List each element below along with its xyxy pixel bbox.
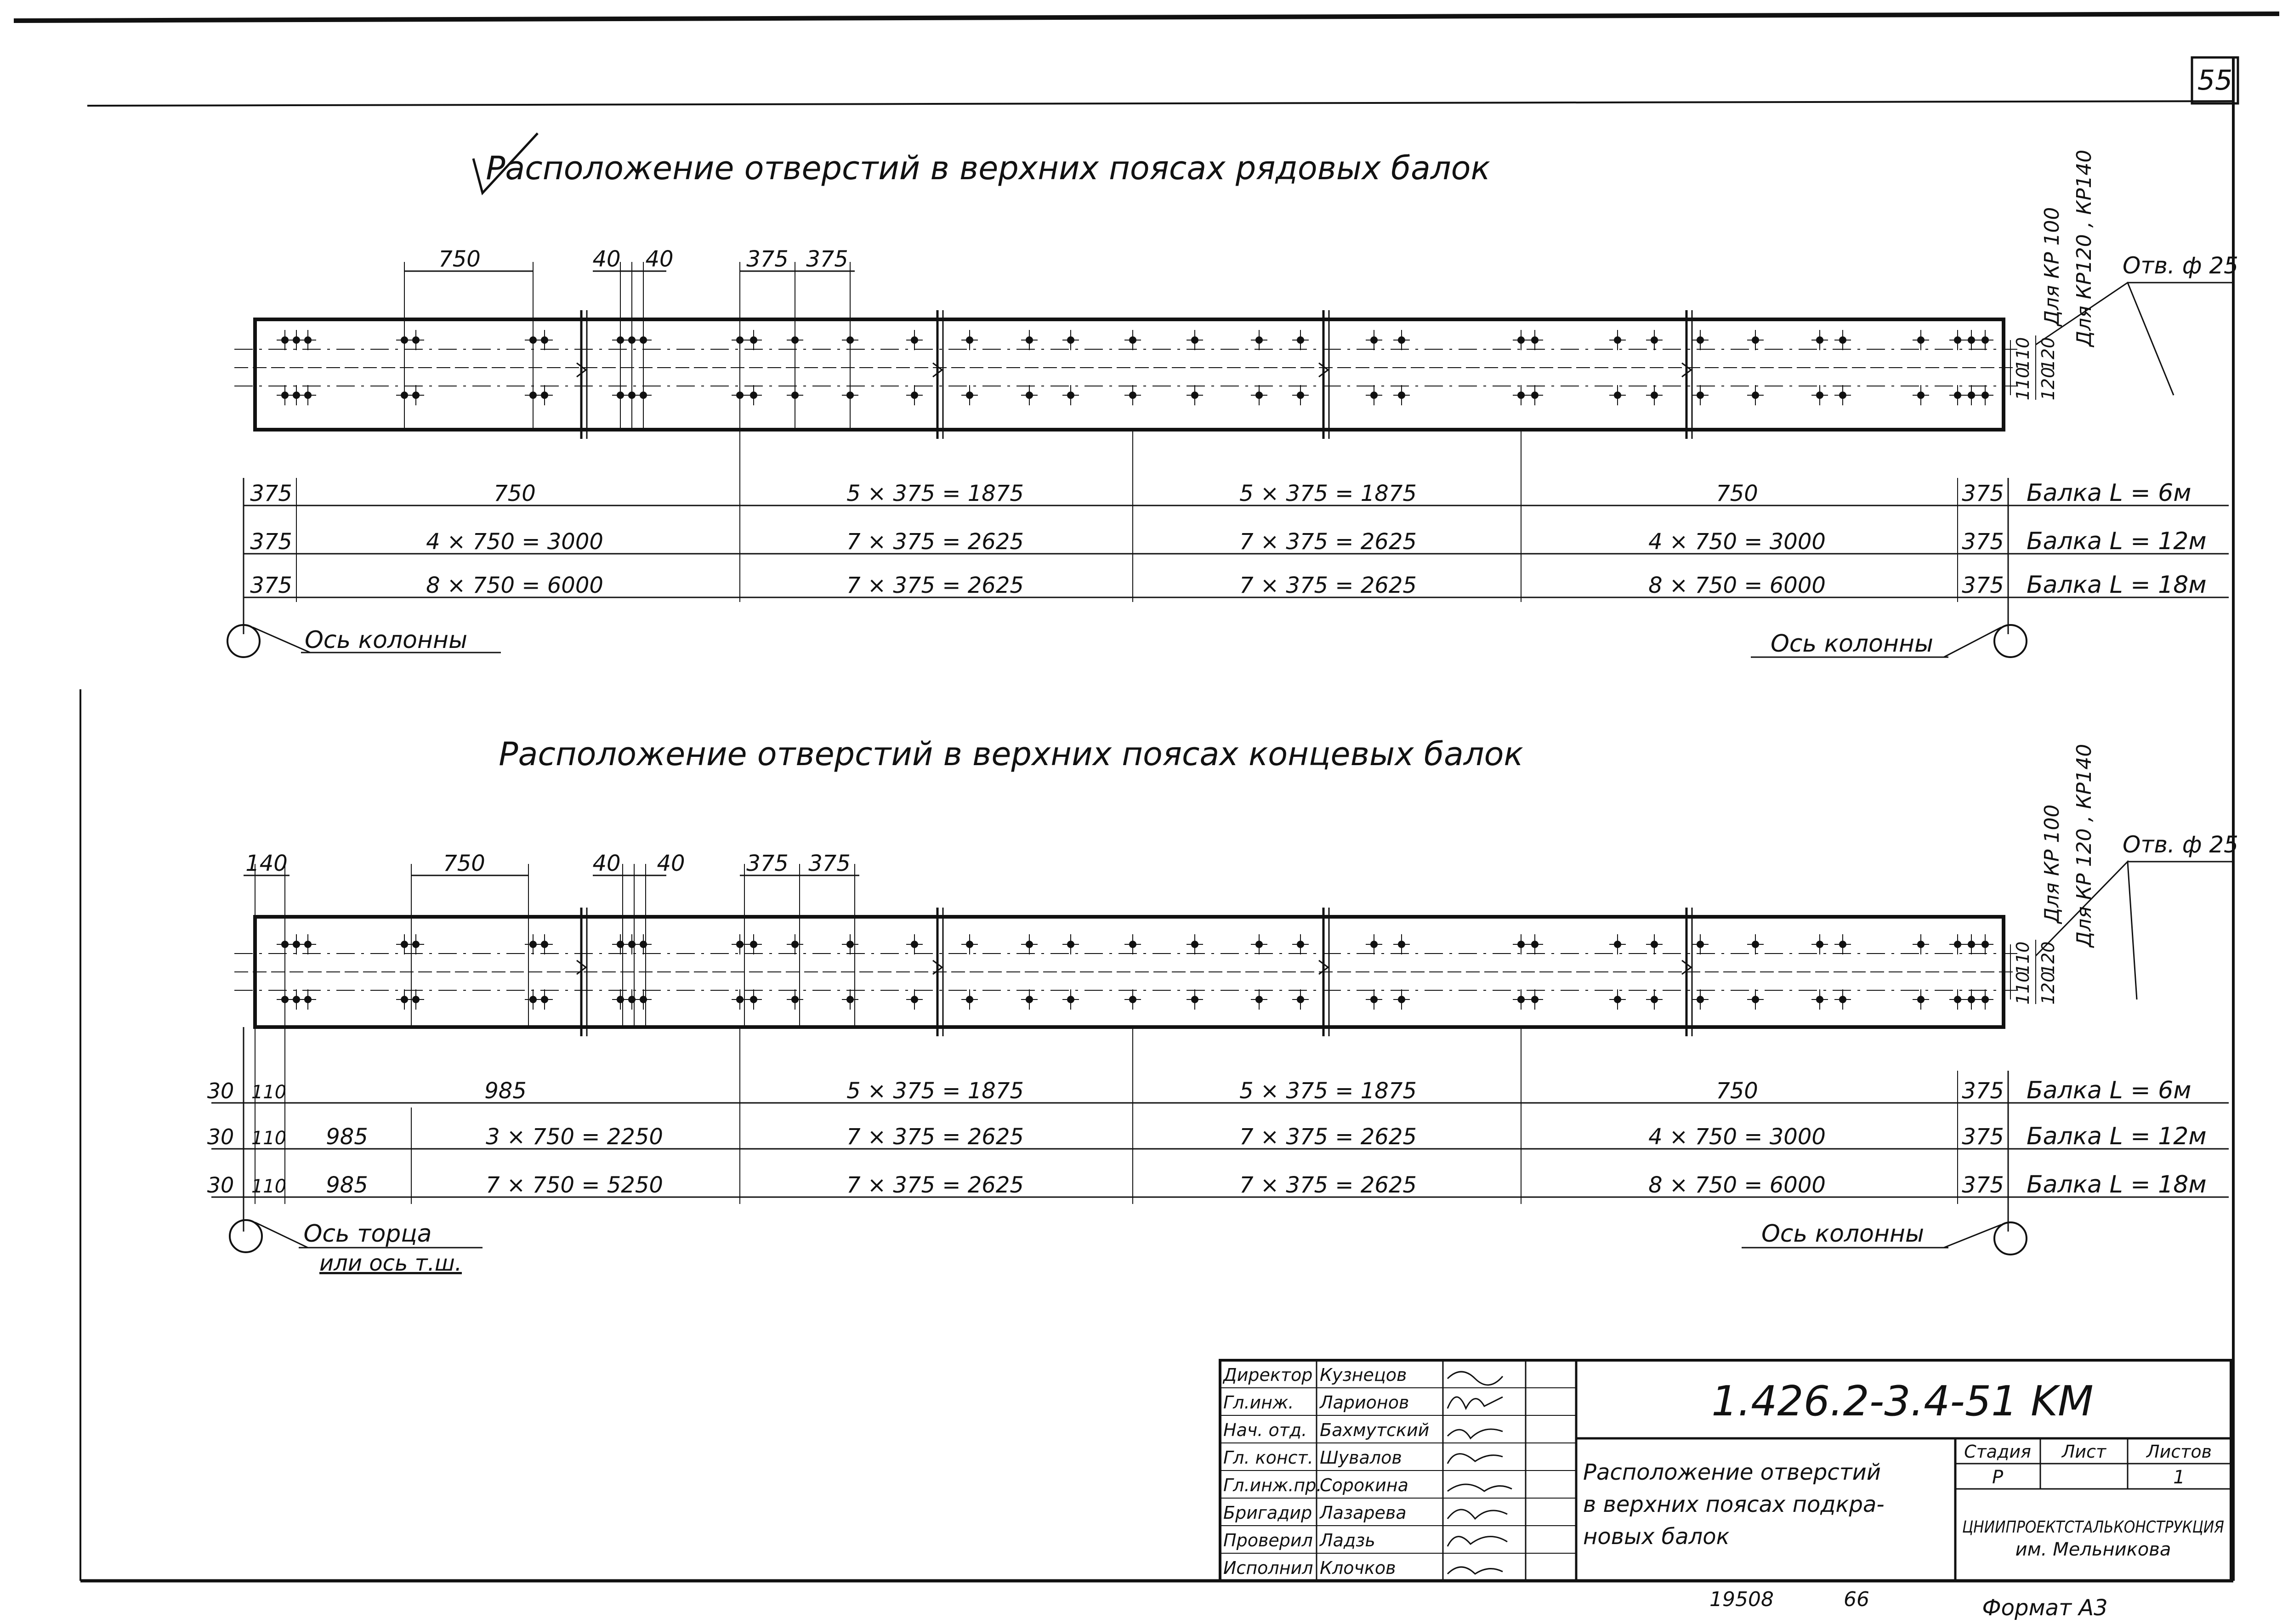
section2-row3-cell6: 375: [1962, 1172, 2004, 1198]
section1-row3-cell3: 7 × 375 = 2625: [846, 573, 1024, 598]
name-checker: Ладзь: [1320, 1530, 1375, 1550]
section2-row1-pre110: 110: [251, 1082, 287, 1103]
section2-axis-left-circle: [230, 1220, 262, 1252]
sheet-header: Лист: [2061, 1442, 2106, 1462]
section2-hole-label: Отв. ф 25: [2122, 831, 2239, 858]
section1-side-label-kr100: Для КР 100: [2040, 207, 2064, 326]
name-team-lead: Лазарева: [1320, 1503, 1407, 1523]
section2-row1-label: Балка L = 6м: [2027, 1077, 2191, 1104]
section1-axis-right-label: Ось колонны: [1770, 630, 1934, 658]
section2-axis-right-circle: [1994, 1222, 2027, 1255]
section2-dim-375a: 375: [746, 851, 789, 876]
section2-row1-cell2: 5 × 375 = 1875: [846, 1078, 1024, 1104]
section1-dim-40a: 40: [592, 246, 621, 272]
section1-row2-cell6: 375: [1962, 529, 2004, 555]
title-block: [1220, 1360, 2231, 1581]
section1-dim-750: 750: [438, 246, 481, 272]
section2-dim-375b: 375: [808, 851, 851, 876]
section1-row3-cell2: 8 × 750 = 6000: [426, 573, 603, 598]
section2-row3-pre30: 30: [207, 1173, 234, 1198]
section2-side-110a: 110: [2013, 941, 2033, 975]
section2-side-annotation: [2010, 744, 2238, 1005]
signatures: [1448, 1372, 1512, 1574]
section1-side-110b: 110: [2013, 367, 2033, 401]
role-dept-head: Нач. отд.: [1223, 1420, 1307, 1440]
section2-row3-cell1: 985: [326, 1172, 368, 1198]
section1-row2-label: Балка L = 12м: [2027, 528, 2207, 555]
name-dept-head: Бахмутский: [1320, 1420, 1430, 1440]
section2-row1-cell3: 5 × 375 = 1875: [1239, 1078, 1417, 1104]
organization-subname: им. Мельникова: [2015, 1539, 2171, 1560]
name-chief-designer: Шувалов: [1320, 1448, 1402, 1468]
section1-hole-label: Отв. ф 25: [2122, 252, 2239, 279]
description-line-3: новых балок: [1583, 1524, 1730, 1550]
stage-header: Стадия: [1964, 1442, 2031, 1462]
beam1-break-marks: [577, 310, 1692, 439]
role-team-lead: Бригадир: [1223, 1503, 1312, 1523]
section2-row2-cell3: 7 × 375 = 2625: [846, 1124, 1024, 1150]
section2-row2-pre30: 30: [207, 1124, 234, 1149]
section2-side-120a: 120: [2038, 941, 2058, 975]
sheet-number: 55: [2197, 64, 2233, 97]
section2-row2-cell1: 985: [326, 1124, 368, 1150]
section2-side-110b: 110: [2013, 971, 2033, 1005]
section1-row3-cell6: 375: [1962, 573, 2004, 598]
section1-row2-cell1: 375: [250, 529, 292, 555]
name-project-engineer: Сорокина: [1320, 1475, 1408, 1495]
section2-row-texts: [207, 1077, 2207, 1198]
top-scan-edge: [14, 14, 2279, 21]
section2-dim-40b: 40: [657, 851, 685, 876]
description-line-1: Расположение отверстий: [1583, 1459, 1881, 1485]
section1-row1-cell4: 5 × 375 = 1875: [1239, 481, 1417, 506]
beam1-flange: [255, 319, 2004, 430]
section2-row3-cell4: 7 × 375 = 2625: [1239, 1172, 1417, 1198]
section1-side-annotation: [2010, 150, 2238, 400]
frame-top-line: [87, 101, 2233, 106]
section2-side-120b: 120: [2038, 971, 2058, 1005]
section1-row3-label: Балка L = 18м: [2027, 571, 2207, 599]
section2-dim-40a: 40: [592, 851, 621, 876]
section2-row1-cell5: 375: [1962, 1078, 2004, 1104]
section2-row2-label: Балка L = 12м: [2027, 1123, 2207, 1150]
role-director: Директор: [1223, 1365, 1313, 1385]
section2-axes: [230, 1220, 2027, 1276]
sheets-value: 1: [2173, 1467, 2185, 1488]
section1-row2-cell4: 7 × 375 = 2625: [1239, 529, 1417, 555]
archive-number: 19508: [1709, 1588, 1774, 1611]
section1-row1-cell1: 375: [250, 481, 292, 506]
section2-row2-cell5: 4 × 750 = 3000: [1648, 1124, 1826, 1150]
role-executor: Исполнил: [1223, 1558, 1313, 1578]
section2-row1-cell4: 750: [1716, 1078, 1758, 1104]
section2-row2-pre110: 110: [251, 1128, 287, 1149]
section1-row1-cell6: 375: [1962, 481, 2004, 506]
section2-row3-cell3: 7 × 375 = 2625: [846, 1172, 1024, 1198]
description-line-2: в верхних поясах подкра-: [1583, 1492, 1885, 1517]
section2-dim-140: 140: [245, 851, 288, 876]
section1-row3-cell5: 8 × 750 = 6000: [1648, 573, 1826, 598]
section2-side-label-kr100: Для КР 100: [2040, 804, 2064, 924]
name-executor: Клочков: [1320, 1558, 1396, 1578]
name-director: Кузнецов: [1320, 1365, 1407, 1385]
sheet-frame: [14, 14, 2279, 1581]
section2-title: Расположение отверстий в верхних поясах концевых балок: [499, 735, 1523, 773]
section2-row1-cell1: 985: [484, 1078, 527, 1104]
drawing-code: 1.426.2-3.4-51 KM: [1711, 1377, 2094, 1425]
section1-side-110a: 110: [2013, 337, 2033, 371]
role-checker: Проверил: [1223, 1530, 1313, 1550]
section1-row1-cell2: 750: [494, 481, 536, 506]
organization-name: ЦНИИПРОЕКТСТАЛЬКОНСТРУКЦИЯ: [1962, 1518, 2224, 1537]
section2-row1-pre30: 30: [207, 1079, 234, 1103]
section2-row2-cell2: 3 × 750 = 2250: [486, 1124, 663, 1150]
section2-dim-750: 750: [443, 851, 485, 876]
section2-row2-cell6: 375: [1962, 1124, 2004, 1150]
section1-row1-label: Балка L = 6м: [2027, 479, 2191, 507]
section2-row3-cell5: 8 × 750 = 6000: [1648, 1172, 1826, 1198]
section1-row2-cell5: 4 × 750 = 3000: [1648, 529, 1826, 555]
section1-row2-cell3: 7 × 375 = 2625: [846, 529, 1024, 555]
section2-top-dimensions: [244, 851, 859, 1027]
section2-row3-cell2: 7 × 750 = 5250: [486, 1172, 663, 1198]
section1-row1-cell3: 5 × 375 = 1875: [846, 481, 1024, 506]
section1-side-120a: 120: [2038, 337, 2058, 371]
section1-dim-375a: 375: [746, 246, 789, 272]
section1-axis-right-circle: [1994, 625, 2027, 657]
section1-axis-left-label: Ось колонны: [304, 626, 468, 654]
sheets-header: Листов: [2146, 1442, 2212, 1462]
section1-dim-375b: 375: [806, 246, 848, 272]
section2-row3-pre110: 110: [251, 1176, 287, 1197]
section1-row1-cell5: 750: [1716, 481, 1758, 506]
section1-row3-cell4: 7 × 375 = 2625: [1239, 573, 1417, 598]
section2-row3-label: Балка L = 18м: [2027, 1171, 2207, 1198]
role-chief-designer: Гл. конст.: [1223, 1448, 1313, 1468]
section1-dim-40b: 40: [645, 246, 674, 272]
section1-title: Расположение отверстий в верхних поясах рядовых балок: [486, 149, 1490, 187]
section1-row2-cell2: 4 × 750 = 3000: [426, 529, 603, 555]
section1-side-label-kr120: Для КР120 , КР140: [2072, 149, 2096, 347]
name-chief-engineer: Ларионов: [1320, 1392, 1409, 1413]
section1-row3-cell1: 375: [250, 573, 292, 598]
section1-axes: [227, 625, 2027, 658]
role-chief-engineer: Гл.инж.: [1223, 1392, 1294, 1413]
stage-value: Р: [1992, 1467, 2004, 1488]
section2-side-label-kr120: Для КР 120 , КР140: [2072, 744, 2096, 948]
section2-row2-cell4: 7 × 375 = 2625: [1239, 1124, 1417, 1150]
format-label: Формат А3: [1982, 1595, 2108, 1621]
section2-axis-left-label: Ось торца: [303, 1220, 432, 1248]
page-count-number: 66: [1844, 1588, 1869, 1611]
section2-axis-left-label2: или ось т.ш.: [319, 1250, 462, 1276]
section2-axis-right-label: Ось колонны: [1761, 1220, 1925, 1248]
section1-side-120b: 120: [2038, 367, 2058, 401]
section1-row-texts: [250, 479, 2206, 599]
role-project-engineer: Гл.инж.пр.: [1223, 1475, 1322, 1495]
